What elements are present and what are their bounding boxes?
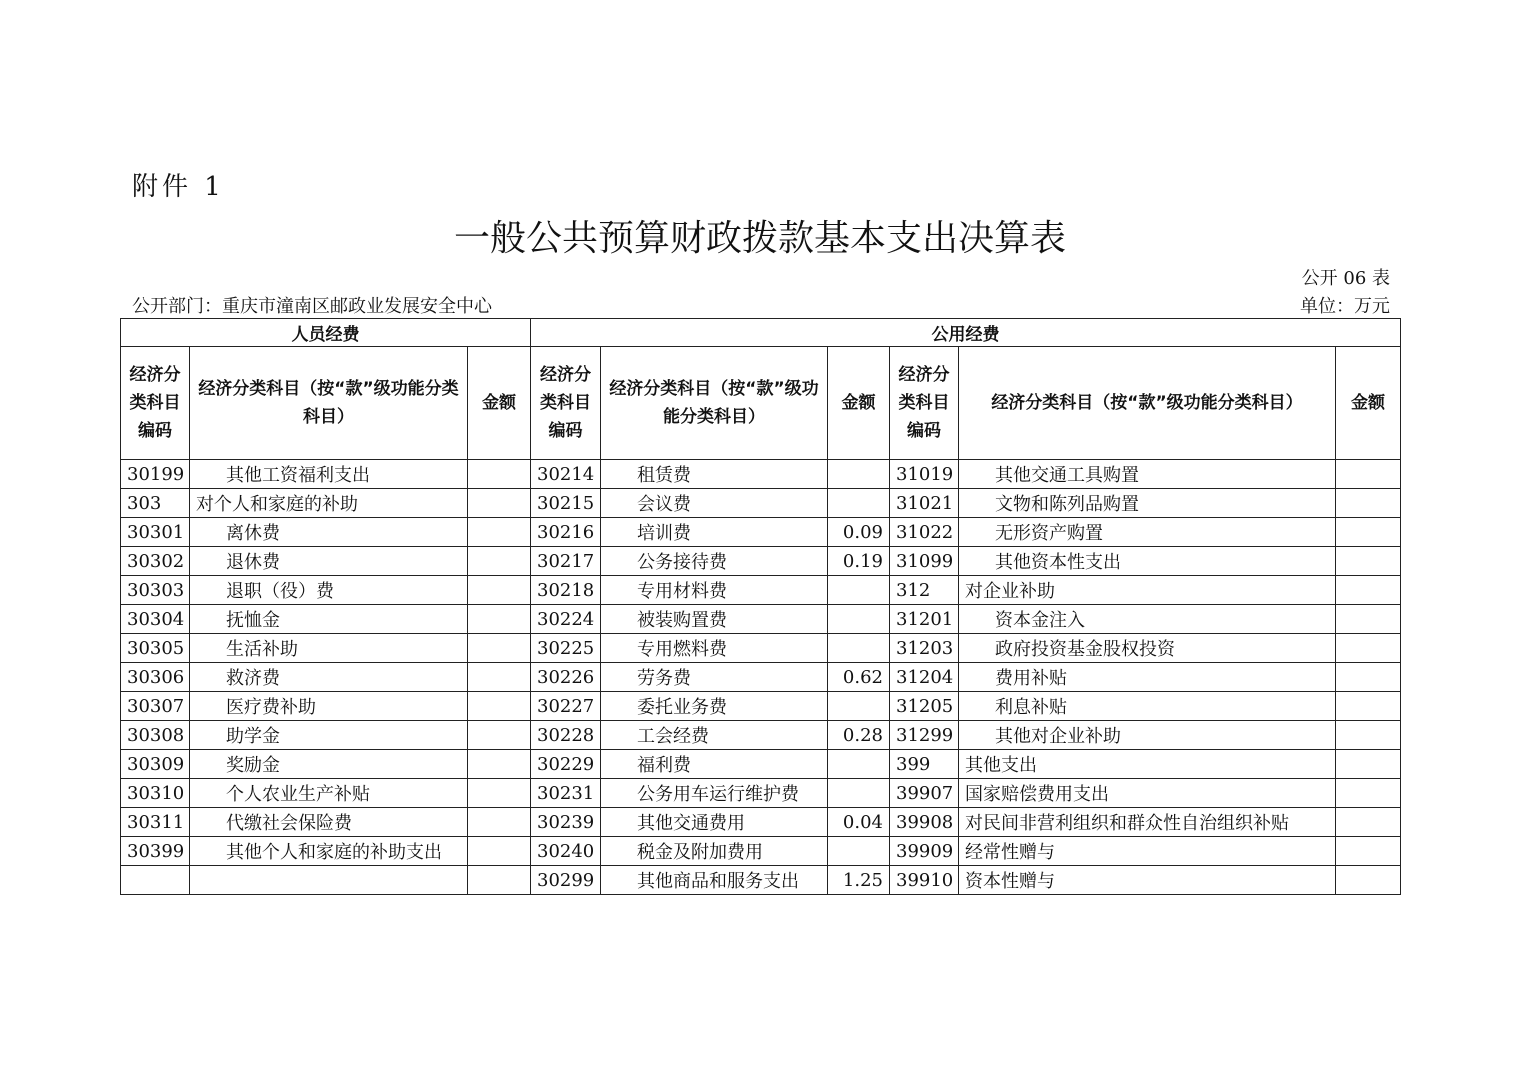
item-name-cell: 对企业补助 <box>959 576 1336 605</box>
amount-cell <box>1336 547 1401 576</box>
code-cell: 30240 <box>531 837 601 866</box>
amount-cell <box>1336 460 1401 489</box>
item-name-cell: 其他交通费用 <box>601 808 828 837</box>
amount-cell <box>1336 605 1401 634</box>
header-name: 经济分类科目（按“款”级功能分类科目） <box>601 347 828 460</box>
code-cell: 30214 <box>531 460 601 489</box>
amount-cell <box>468 692 531 721</box>
item-name-cell: 税金及附加费用 <box>601 837 828 866</box>
group-personnel: 人员经费 <box>121 319 531 347</box>
item-name-cell: 医疗费补助 <box>190 692 468 721</box>
table-row <box>121 721 1401 750</box>
amount-cell <box>468 634 531 663</box>
code-cell: 30231 <box>531 779 601 808</box>
item-name-cell: 退职（役）费 <box>190 576 468 605</box>
amount-cell <box>468 779 531 808</box>
item-name-cell: 费用补贴 <box>959 663 1336 692</box>
attachment-label: 附件 1 <box>132 172 225 202</box>
amount-cell <box>468 866 531 895</box>
item-name-cell: 生活补助 <box>190 634 468 663</box>
code-cell: 312 <box>890 576 959 605</box>
amount-cell <box>468 750 531 779</box>
amount-cell <box>1336 692 1401 721</box>
code-cell: 31204 <box>890 663 959 692</box>
item-name-cell: 专用燃料费 <box>601 634 828 663</box>
code-cell: 31201 <box>890 605 959 634</box>
table-row <box>121 750 1401 779</box>
amount-cell <box>1336 866 1401 895</box>
header-code: 经济分类科目编码 <box>890 347 959 460</box>
header-name: 经济分类科目（按“款”级功能分类科目） <box>190 347 468 460</box>
header-amount: 金额 <box>828 347 890 460</box>
code-cell: 30310 <box>121 779 190 808</box>
item-name-cell <box>190 866 468 895</box>
item-name-cell: 劳务费 <box>601 663 828 692</box>
amount-cell: 0.62 <box>828 663 890 692</box>
code-cell: 31205 <box>890 692 959 721</box>
header-code: 经济分类科目编码 <box>121 347 190 460</box>
code-cell: 30303 <box>121 576 190 605</box>
budget-table <box>120 318 1401 895</box>
amount-cell <box>468 837 531 866</box>
code-cell: 30299 <box>531 866 601 895</box>
item-name-cell: 培训费 <box>601 518 828 547</box>
item-name-cell: 个人农业生产补贴 <box>190 779 468 808</box>
item-name-cell: 文物和陈列品购置 <box>959 489 1336 518</box>
item-name-cell: 其他交通工具购置 <box>959 460 1336 489</box>
amount-cell <box>1336 837 1401 866</box>
item-name-cell: 其他对企业补助 <box>959 721 1336 750</box>
code-cell: 39908 <box>890 808 959 837</box>
amount-cell <box>1336 518 1401 547</box>
code-cell: 30308 <box>121 721 190 750</box>
amount-cell <box>828 605 890 634</box>
item-name-cell: 其他商品和服务支出 <box>601 866 828 895</box>
table-row <box>121 605 1401 634</box>
amount-cell: 0.09 <box>828 518 890 547</box>
header-amount: 金额 <box>1336 347 1401 460</box>
table-row <box>121 576 1401 605</box>
amount-cell <box>1336 634 1401 663</box>
amount-cell <box>468 576 531 605</box>
department-label: 公开部门：重庆市潼南区邮政业发展安全中心 <box>132 296 492 317</box>
table-row <box>121 547 1401 576</box>
amount-cell: 0.04 <box>828 808 890 837</box>
code-cell: 39909 <box>890 837 959 866</box>
item-name-cell: 奖励金 <box>190 750 468 779</box>
amount-cell <box>468 663 531 692</box>
item-name-cell: 会议费 <box>601 489 828 518</box>
item-name-cell: 代缴社会保险费 <box>190 808 468 837</box>
code-cell: 30301 <box>121 518 190 547</box>
item-name-cell: 助学金 <box>190 721 468 750</box>
item-name-cell: 福利费 <box>601 750 828 779</box>
code-cell: 30225 <box>531 634 601 663</box>
table-row <box>121 808 1401 837</box>
table-row <box>121 460 1401 489</box>
code-cell: 30239 <box>531 808 601 837</box>
item-name-cell: 经常性赠与 <box>959 837 1336 866</box>
amount-cell <box>468 489 531 518</box>
group-public: 公用经费 <box>531 319 1401 347</box>
code-cell: 30199 <box>121 460 190 489</box>
table-row <box>121 663 1401 692</box>
amount-cell <box>828 460 890 489</box>
amount-cell: 1.25 <box>828 866 890 895</box>
table-row <box>121 779 1401 808</box>
amount-cell <box>828 750 890 779</box>
code-cell: 30311 <box>121 808 190 837</box>
code-cell: 30302 <box>121 547 190 576</box>
code-cell: 31099 <box>890 547 959 576</box>
code-cell: 30227 <box>531 692 601 721</box>
amount-cell: 0.19 <box>828 547 890 576</box>
item-name-cell: 退休费 <box>190 547 468 576</box>
amount-cell <box>1336 576 1401 605</box>
amount-cell: 0.28 <box>828 721 890 750</box>
amount-cell <box>828 634 890 663</box>
amount-cell <box>1336 808 1401 837</box>
amount-cell <box>828 576 890 605</box>
amount-cell <box>828 489 890 518</box>
item-name-cell: 租赁费 <box>601 460 828 489</box>
amount-cell <box>468 605 531 634</box>
header-name: 经济分类科目（按“款”级功能分类科目） <box>959 347 1336 460</box>
code-cell: 30305 <box>121 634 190 663</box>
amount-cell <box>468 518 531 547</box>
code-cell: 30229 <box>531 750 601 779</box>
item-name-cell: 抚恤金 <box>190 605 468 634</box>
item-name-cell: 资本金注入 <box>959 605 1336 634</box>
item-name-cell: 对民间非营利组织和群众性自治组织补贴 <box>959 808 1336 837</box>
item-name-cell: 无形资产购置 <box>959 518 1336 547</box>
amount-cell <box>468 808 531 837</box>
table-row <box>121 692 1401 721</box>
item-name-cell: 离休费 <box>190 518 468 547</box>
code-cell: 30217 <box>531 547 601 576</box>
item-name-cell: 国家赔偿费用支出 <box>959 779 1336 808</box>
code-cell: 30307 <box>121 692 190 721</box>
code-cell: 30216 <box>531 518 601 547</box>
amount-cell <box>468 460 531 489</box>
code-cell: 31019 <box>890 460 959 489</box>
code-cell <box>121 866 190 895</box>
code-cell: 30215 <box>531 489 601 518</box>
item-name-cell: 专用材料费 <box>601 576 828 605</box>
page-title: 一般公共预算财政拨款基本支出决算表 <box>453 218 1066 259</box>
table-row <box>121 837 1401 866</box>
code-cell: 30226 <box>531 663 601 692</box>
item-name-cell: 公务用车运行维护费 <box>601 779 828 808</box>
code-cell: 30304 <box>121 605 190 634</box>
amount-cell <box>828 692 890 721</box>
item-name-cell: 利息补贴 <box>959 692 1336 721</box>
code-cell: 39907 <box>890 779 959 808</box>
code-cell: 30228 <box>531 721 601 750</box>
item-name-cell: 被装购置费 <box>601 605 828 634</box>
item-name-cell: 资本性赠与 <box>959 866 1336 895</box>
code-cell: 303 <box>121 489 190 518</box>
item-name-cell: 政府投资基金股权投资 <box>959 634 1336 663</box>
table-row <box>121 634 1401 663</box>
item-name-cell: 其他工资福利支出 <box>190 460 468 489</box>
item-name-cell: 救济费 <box>190 663 468 692</box>
code-cell: 39910 <box>890 866 959 895</box>
item-name-cell: 其他资本性支出 <box>959 547 1336 576</box>
code-cell: 31022 <box>890 518 959 547</box>
amount-cell <box>468 547 531 576</box>
header-amount: 金额 <box>468 347 531 460</box>
table-row <box>121 866 1401 895</box>
code-cell: 30218 <box>531 576 601 605</box>
item-name-cell: 公务接待费 <box>601 547 828 576</box>
amount-cell <box>468 721 531 750</box>
amount-cell <box>1336 489 1401 518</box>
amount-cell <box>828 779 890 808</box>
code-cell: 399 <box>890 750 959 779</box>
item-name-cell: 其他支出 <box>959 750 1336 779</box>
item-name-cell: 工会经费 <box>601 721 828 750</box>
amount-cell <box>1336 779 1401 808</box>
table-body <box>121 460 1401 895</box>
table-row <box>121 489 1401 518</box>
code-cell: 30306 <box>121 663 190 692</box>
unit-label: 单位：万元 <box>1300 296 1390 317</box>
form-number: 公开 06 表 <box>1301 268 1390 289</box>
amount-cell <box>1336 721 1401 750</box>
amount-cell <box>828 837 890 866</box>
code-cell: 31021 <box>890 489 959 518</box>
code-cell: 31299 <box>890 721 959 750</box>
table-row <box>121 518 1401 547</box>
amount-cell <box>1336 663 1401 692</box>
item-name-cell: 委托业务费 <box>601 692 828 721</box>
code-cell: 30224 <box>531 605 601 634</box>
code-cell: 31203 <box>890 634 959 663</box>
item-name-cell: 其他个人和家庭的补助支出 <box>190 837 468 866</box>
amount-cell <box>1336 750 1401 779</box>
code-cell: 30399 <box>121 837 190 866</box>
header-code: 经济分类科目编码 <box>531 347 601 460</box>
code-cell: 30309 <box>121 750 190 779</box>
item-name-cell: 对个人和家庭的补助 <box>190 489 468 518</box>
